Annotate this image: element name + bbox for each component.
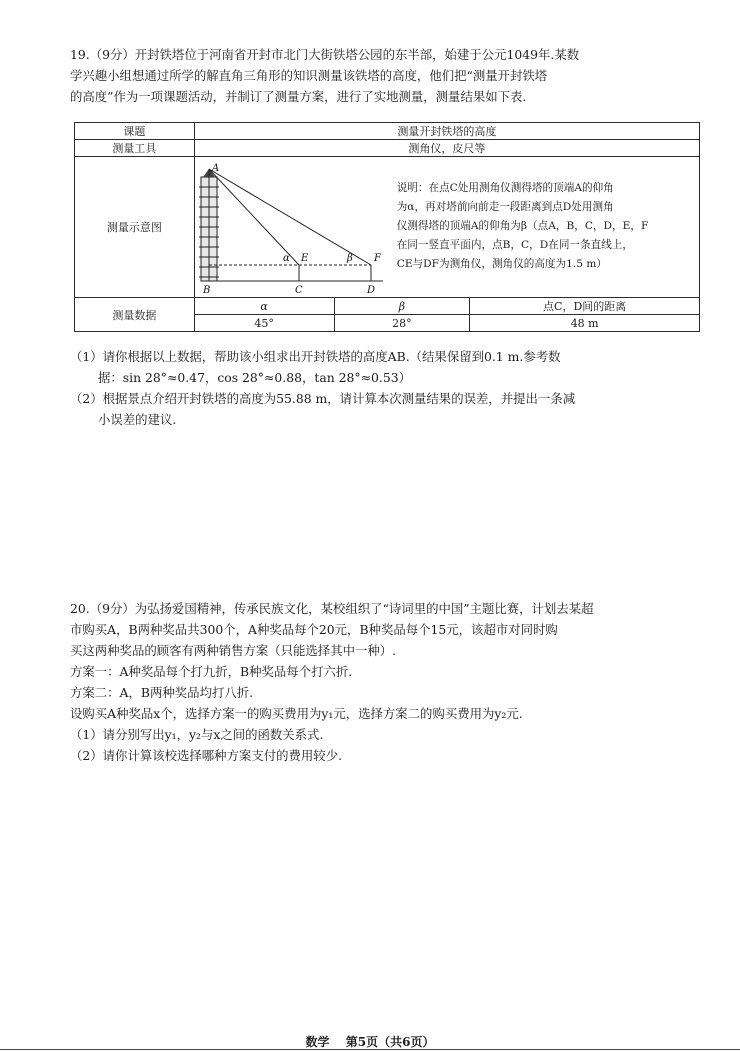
note-line-5: CE与DF为测角仪，测角仪的高度为1.5 m） (396, 258, 607, 270)
q20-setup: 设购买A种奖品x个，选择方案一的购买费用为y₁元，选择方案二的购买费用为y₂元. (70, 706, 523, 721)
sight-line-alpha (209, 169, 299, 265)
label-E: E (300, 253, 309, 264)
q20-line-3: 买这两种奖品的顾客有两种销售方案（只能选择其中一种）. (70, 643, 397, 658)
diagram-cell (194, 157, 699, 298)
measurement-diagram (195, 157, 391, 297)
diagram-label: 测量示意图 (75, 157, 195, 298)
tools-value: 测角仪，皮尺等 (194, 140, 699, 157)
label-C: C (294, 285, 303, 296)
q19-part1-line2: 据：sin 28°≈0.47，cos 28°≈0.88，tan 28°≈0.53） (98, 370, 411, 385)
q19-part2-line2: 小误差的建议. (98, 412, 177, 427)
footer-page: 第5页（共6页） (345, 1035, 435, 1049)
q20-line-2: 市购买A，B两种奖品共300个，A种奖品每个20元，B种奖品每个15元，该超市对同时购 (70, 622, 558, 637)
question-20 (70, 598, 700, 766)
col-beta: β (334, 298, 470, 315)
q19-part1-line1: （1）请你根据以上数据，帮助该小组求出开封铁塔的高度AB.（结果保留到0.1 m.参考数 (70, 349, 561, 364)
note-line-2: 为α，再对塔前向前走一段距离到点D处用测角 (396, 201, 614, 213)
q19-line-2: 学兴趣小组想通过所学的解直角三角形的知识测量该铁塔的高度，他们把“测量开封铁塔 (70, 68, 548, 83)
label-A: A (211, 163, 219, 174)
q20-plan-1: 方案一：A种奖品每个打九折，B种奖品每个打六折. (70, 664, 353, 679)
value-alpha: 45° (194, 315, 334, 332)
sight-line-beta (209, 169, 371, 265)
note-line-1: 说明：在点C处用测角仪测得塔的顶端A的仰角 (396, 182, 614, 194)
col-alpha: α (194, 298, 334, 315)
label-alpha: α (282, 253, 290, 264)
label-D: D (366, 285, 375, 296)
q20-part-1: （1）请分别写出y₁，y₂与x之间的函数关系式. (70, 727, 324, 742)
tools-label: 测量工具 (75, 140, 195, 157)
q19-part2-line1: （2）根据景点介绍开封铁塔的高度为55.88 m，请计算本次测量结果的误差，并提出一条减 (70, 391, 576, 406)
measurement-table (74, 122, 700, 332)
value-beta: 28° (334, 315, 470, 332)
topic-label: 课题 (75, 123, 195, 140)
footer-subject: 数学 (305, 1035, 330, 1049)
topic-value: 测量开封铁塔的高度 (194, 123, 699, 140)
q19-parts (70, 346, 700, 430)
label-beta: β (346, 253, 353, 264)
diagram-note (391, 157, 699, 297)
data-label: 测量数据 (75, 298, 195, 332)
q19-line-1: 19.（9分）开封铁塔位于河南省开封市北门大街铁塔公园的东半部，始建于公元1049年.某数 (70, 47, 580, 62)
label-F: F (373, 253, 381, 264)
col-distance: 点C，D间的距离 (470, 298, 700, 315)
q20-plan-2: 方案二：A，B两种奖品均打八折. (70, 685, 254, 700)
note-line-4: 在同一竖直平面内，点B，C，D在同一条直线上， (396, 239, 633, 251)
q19-line-3: 的高度”作为一项课题活动，并制订了测量方案，进行了实地测量，测量结果如下表. (70, 89, 527, 104)
page-footer (0, 1033, 740, 1050)
value-distance: 48 m (470, 315, 700, 332)
label-B: B (202, 285, 211, 296)
q20-line-1: 20.（9分）为弘扬爱国精神，传承民族文化，某校组织了“诗词里的中国”主题比赛，计划去某超 (70, 601, 594, 616)
q20-part-2: （2）请你计算该校选择哪种方案支付的费用较少. (70, 748, 343, 763)
footer-divider (0, 1049, 740, 1050)
note-line-3: 仪测得塔的顶端A的仰角为β（点A，B，C，D，E，F (396, 220, 649, 232)
question-19 (70, 44, 700, 107)
